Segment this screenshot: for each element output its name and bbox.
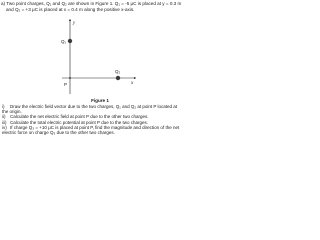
question-text-continued: electric force on charge Q₃ due to the other two charges. bbox=[2, 130, 115, 136]
x-axis-label: x bbox=[131, 81, 134, 86]
point-p-label: P bbox=[64, 82, 68, 87]
question-list bbox=[2, 104, 198, 135]
question-number: iv) bbox=[2, 124, 7, 130]
y-axis-label: y bbox=[73, 21, 76, 26]
question-text-continued: the origin. bbox=[2, 109, 22, 115]
figure-caption: Figure 1 bbox=[91, 98, 109, 103]
charge-q2 bbox=[116, 76, 120, 80]
question-number: i) bbox=[2, 104, 5, 109]
question-number: ii) bbox=[2, 114, 6, 120]
question-text: If charge Q₃ = +10 μC is placed at point P, find the magnitude and direction of the net bbox=[10, 124, 180, 130]
charge-q1 bbox=[68, 39, 72, 43]
question-text: Calculate the net electric field at point P due to the other two charges. bbox=[10, 114, 149, 120]
question-item bbox=[2, 125, 198, 135]
figure-1 bbox=[0, 14, 200, 102]
question-text: Calculate the total electric potential at point P due to the two charges. bbox=[10, 119, 149, 125]
question-text: Draw the electric field vector due to the two charges, Q₁ and Q₂ at point P located at bbox=[10, 104, 178, 109]
question-item bbox=[2, 104, 198, 114]
question-number: iii) bbox=[2, 119, 7, 125]
charge-q2-label: Q₂ bbox=[115, 69, 121, 74]
coordinate-diagram bbox=[0, 14, 200, 102]
problem-line-1: a) Two point charges, Q₁ and Q₂ are shown in Figure 1. Q₁ = -5 μC is placed at y = 0.3 m bbox=[1, 1, 182, 6]
problem-line-2: and Q₂ = +3 μC is placed at x = 0.4 m along the positive x-axis. bbox=[6, 6, 135, 12]
charge-q1-label: Q₁ bbox=[61, 39, 67, 44]
point-p bbox=[69, 77, 71, 79]
problem-statement bbox=[1, 1, 198, 12]
